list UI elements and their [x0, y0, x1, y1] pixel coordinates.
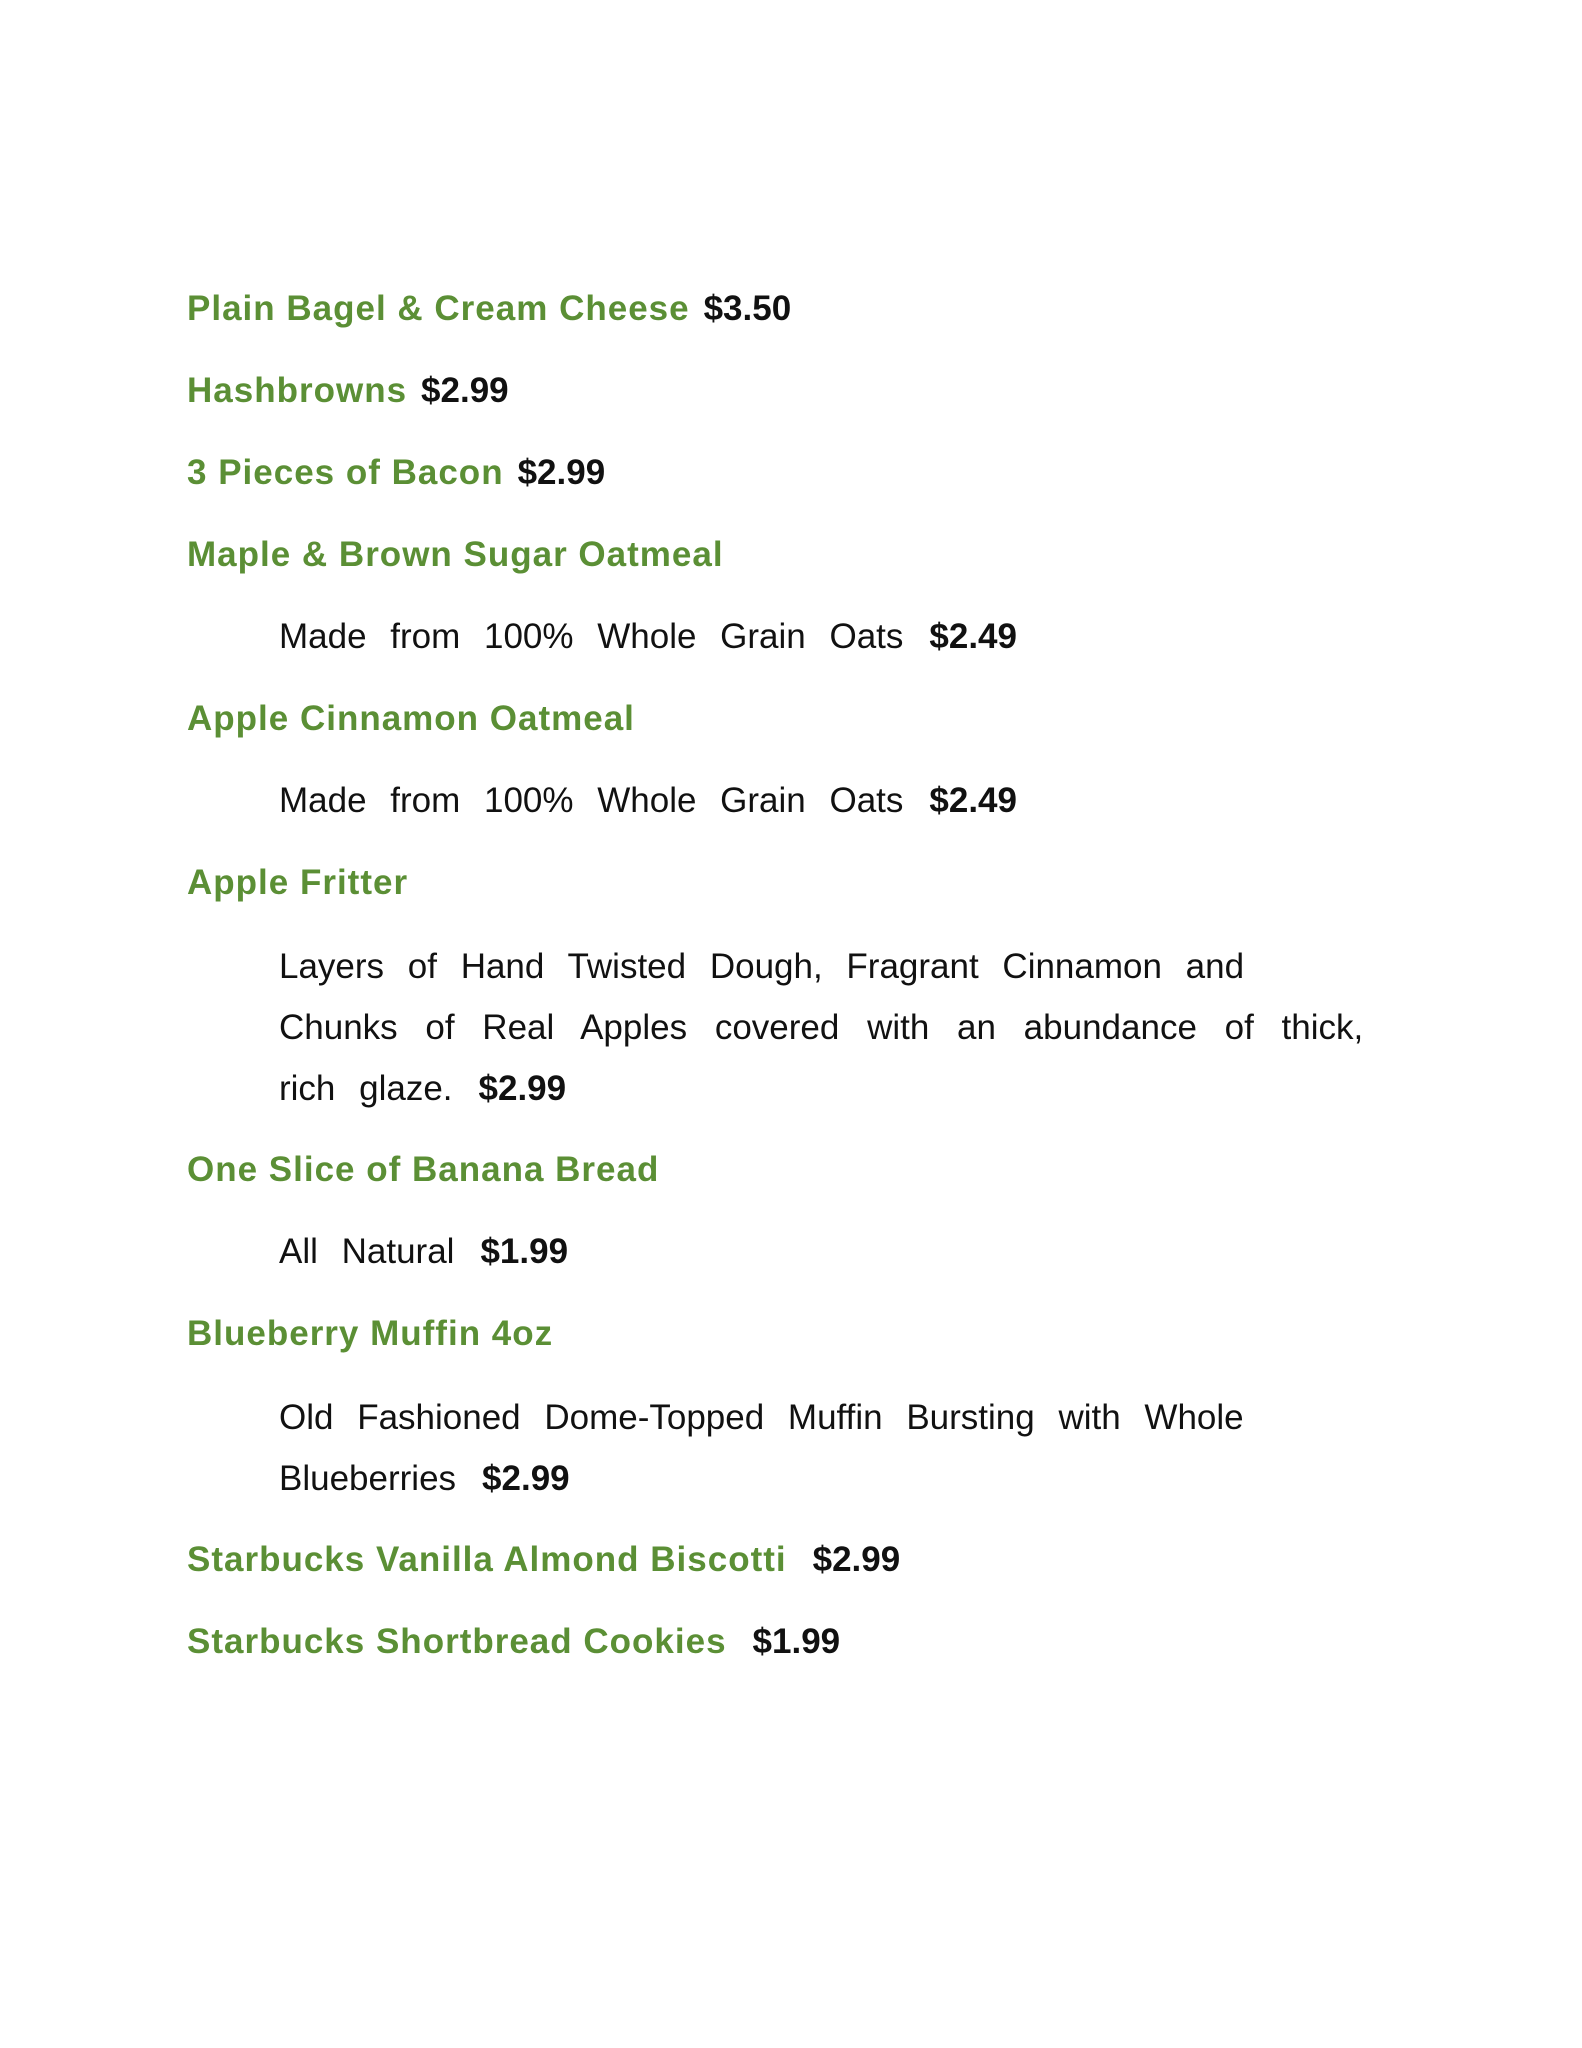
item-price: $3.50	[703, 289, 792, 328]
item-name: Apple Fritter	[187, 863, 409, 902]
menu-item	[187, 1129, 1417, 1211]
item-description-row	[187, 760, 1417, 842]
item-description: All Natural	[279, 1232, 455, 1271]
item-price: $1.99	[752, 1622, 841, 1661]
menu-item	[187, 350, 1417, 432]
menu-item	[187, 1601, 1417, 1683]
item-price: $2.99	[478, 1068, 567, 1108]
item-name: Starbucks Shortbread Cookies	[187, 1622, 727, 1661]
menu-item	[187, 1519, 1417, 1601]
description-line	[279, 936, 1417, 997]
item-description: rich glaze.	[279, 1068, 453, 1108]
item-name: Hashbrowns	[187, 371, 408, 410]
menu-item	[187, 1293, 1417, 1375]
menu-item	[187, 268, 1417, 350]
item-price: $2.49	[929, 781, 1017, 820]
menu-list	[187, 268, 1417, 1683]
item-name: Apple Cinnamon Oatmeal	[187, 699, 635, 738]
item-description: Old Fashioned Dome-Topped Muffin Bursting with Whole	[279, 1397, 1244, 1437]
menu-item	[187, 842, 1417, 924]
item-price: $2.99	[812, 1540, 901, 1579]
menu-item	[187, 432, 1417, 514]
item-description: Made from 100% Whole Grain Oats	[279, 781, 904, 820]
item-price: $1.99	[480, 1232, 569, 1271]
item-name: Maple & Brown Sugar Oatmeal	[187, 535, 724, 574]
item-description: Chunks of Real Apples covered with an abundance of thick,	[279, 1007, 1364, 1047]
menu-item	[187, 514, 1417, 596]
item-price: $2.99	[421, 371, 509, 410]
menu-item	[187, 678, 1417, 760]
item-description-block	[187, 924, 1417, 1129]
description-line	[279, 1387, 1417, 1448]
item-name: Plain Bagel & Cream Cheese	[187, 289, 690, 328]
item-description: Blueberries	[279, 1458, 457, 1498]
item-name: 3 Pieces of Bacon	[187, 453, 504, 492]
item-price: $2.99	[517, 453, 606, 492]
item-price: $2.99	[482, 1458, 570, 1498]
description-line	[279, 1058, 1417, 1119]
item-description: Layers of Hand Twisted Dough, Fragrant Cinnamon and	[279, 946, 1245, 986]
item-name: Blueberry Muffin 4oz	[187, 1314, 554, 1353]
description-line	[279, 1448, 1417, 1509]
item-description-row	[187, 1211, 1417, 1293]
item-description: Made from 100% Whole Grain Oats	[279, 617, 904, 656]
description-line	[279, 997, 1417, 1058]
item-name: One Slice of Banana Bread	[187, 1150, 660, 1189]
item-name: Starbucks Vanilla Almond Biscotti	[187, 1540, 787, 1579]
item-description-row	[187, 596, 1417, 678]
item-price: $2.49	[929, 617, 1017, 656]
item-description-block	[187, 1375, 1417, 1519]
